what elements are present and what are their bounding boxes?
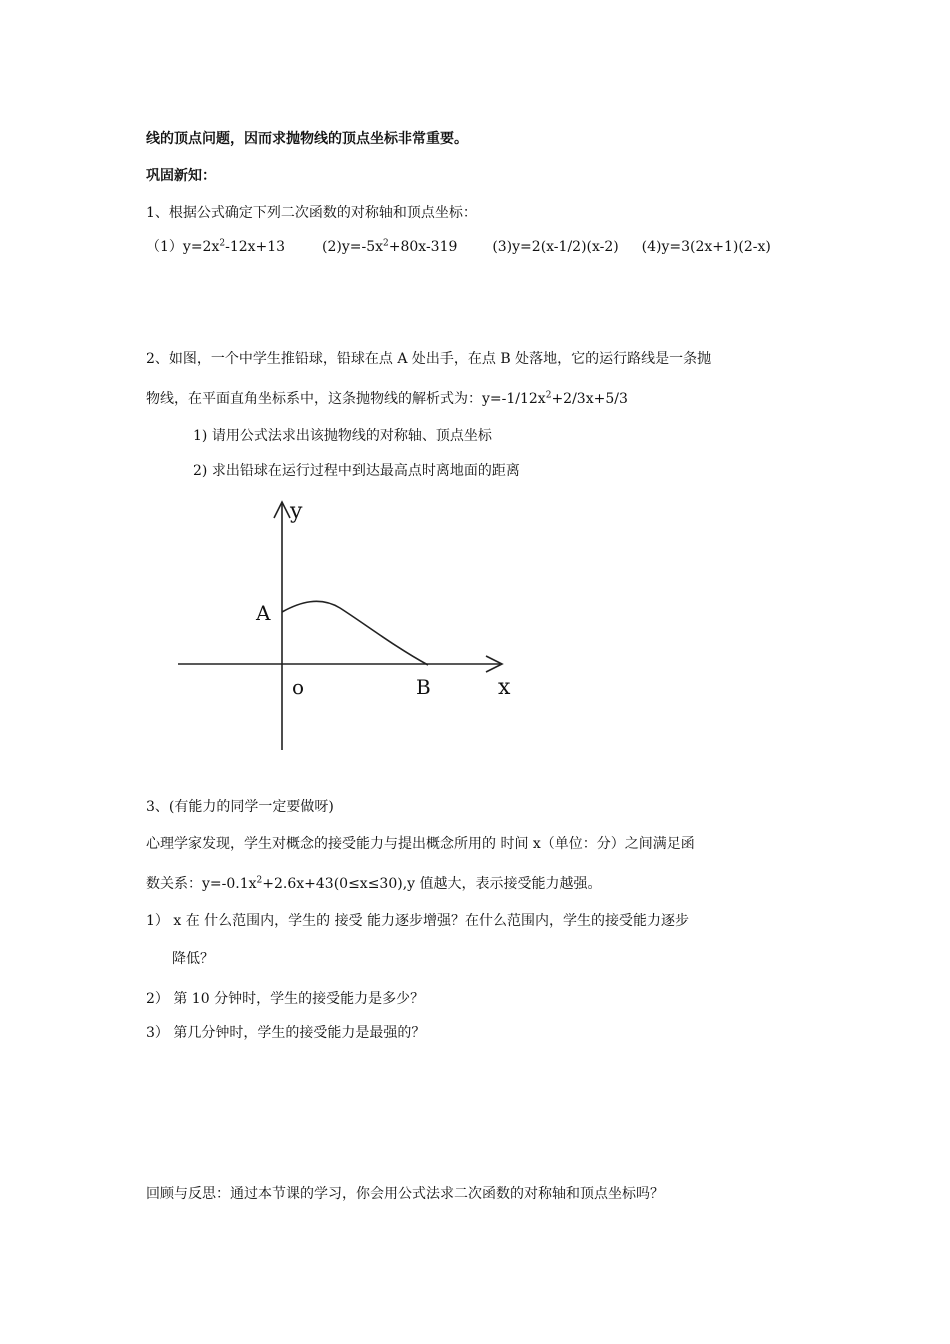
q3-sub3: 3） 第几分钟时，学生的接受能力是最强的？ bbox=[146, 1025, 426, 1041]
q1-item-1: $(1)y=2x^2-12x+13$ bbox=[146, 238, 286, 255]
intro-text: 线的顶点问题，因而求抛物线的顶点坐标非常重要。 bbox=[146, 131, 468, 147]
parabola-curve bbox=[282, 601, 428, 665]
q1-item-2: $(2)y=-5x^2+80x-319$ bbox=[322, 238, 458, 255]
q2-sub2: 2) 求出铅球在运行过程中到达最高点时离地面的距离 bbox=[193, 463, 520, 479]
q2-line2: 物线，在平面直角坐标系中，这条抛物线的解析式为：$y=-1/12x^2+2/3x+5/3$ bbox=[146, 390, 628, 407]
q3-title: 3、(有能力的同学一定要做呀) bbox=[146, 799, 334, 815]
q3-sub1: 1） x 在 什么范围内，学生的 接受 能力逐步增强？在什么范围内，学生的接受能力逐步 bbox=[146, 913, 690, 929]
q1-items bbox=[146, 236, 771, 256]
q3-sub2: 2） 第 10 分钟时，学生的接受能力是多少？ bbox=[146, 991, 425, 1007]
q1-item-4: (4)y=3(2x+1)(2-x) bbox=[641, 239, 771, 255]
q2-sub1: 1) 请用公式法求出该抛物线的对称轴、顶点坐标 bbox=[193, 428, 492, 444]
y-axis-label: y bbox=[290, 499, 303, 524]
q3-sub1-cont: 降低？ bbox=[172, 951, 214, 967]
q2-line1: 2、如图，一个中学生推铅球，铅球在点 A 处出手，在点 B 处落地，它的运行路线是一条抛 bbox=[146, 351, 712, 367]
q1-text: 1、根据公式确定下列二次函数的对称轴和顶点坐标： bbox=[146, 205, 477, 221]
q1-item-3: (3)y=2(x-1/2)(x-2) bbox=[492, 239, 619, 255]
x-axis-label: x bbox=[498, 675, 511, 700]
point-b-label: B bbox=[416, 675, 431, 699]
parabola-figure bbox=[170, 492, 530, 762]
consolidate-heading: 巩固新知： bbox=[146, 168, 216, 184]
origin-label: o bbox=[292, 675, 305, 699]
q3-line1: 心理学家发现，学生对概念的接受能力与提出概念所用的 时间 x（单位：分）之间满足函 bbox=[146, 836, 695, 852]
q3-line2: 数关系：$y=-0.1x^2+2.6x+43(0\le x\le 30),y$ 值越大，表示接受能力越强。 bbox=[146, 875, 602, 892]
reflection-text: 回顾与反思：通过本节课的学习，你会用公式法求二次函数的对称轴和顶点坐标吗？ bbox=[146, 1186, 664, 1202]
point-a-label: A bbox=[256, 601, 271, 625]
